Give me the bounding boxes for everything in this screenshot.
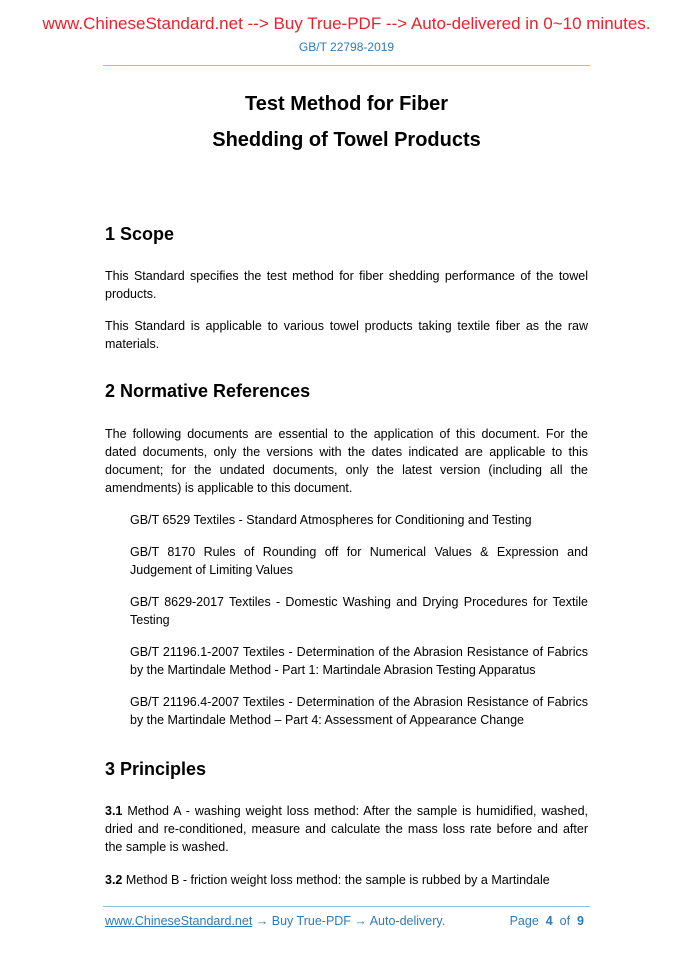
footer-text: → Buy True-PDF → Auto-delivery. [252,914,446,928]
paragraph: This Standard specifies the test method for fiber shedding performance of the towel products. [105,269,588,301]
reference-item: GB/T 21196.1-2007 Textiles - Determination of the Abrasion Resistance of Fabrics by the Martindale Method - Part 1: Martindale Abrasion Testing Apparatus [130,645,588,677]
footer-divider [103,906,590,907]
document-title-line2: Shedding of Towel Products [212,129,481,151]
clause-number: 3.1 [105,804,123,818]
clause-text: Method B - friction weight loss method: the sample is rubbed by a Martindale [122,873,550,887]
section-heading-principles: 3 Principles [105,759,207,779]
reference-item: GB/T 8629-2017 Textiles - Domestic Washing and Drying Procedures for Textile Testing [130,595,588,627]
reference-item: GB/T 6529 Textiles - Standard Atmospheres for Conditioning and Testing [130,513,532,527]
clause-text: Method A - washing weight loss method: After the sample is humidified, washed, dried and re-conditioned, measure and calculate the mass loss rate before and after the sample is washed. [105,804,588,854]
document-title-line1: Test Method for Fiber [245,93,448,115]
clause-3-2 [105,871,588,889]
footer [105,914,588,928]
header-divider [103,65,590,66]
clause-number: 3.2 [105,873,123,887]
paragraph: This Standard is applicable to various towel products taking textile fiber as the raw materials. [105,319,588,351]
section-heading-normative-references: 2 Normative References [105,381,311,401]
section-heading-scope: 1 Scope [105,224,175,244]
reference-item: GB/T 21196.4-2007 Textiles - Determination of the Abrasion Resistance of Fabrics by the Martindale Method – Part 4: Assessment of Appearance Change [130,695,588,727]
standard-number: GB/T 22798-2019 [298,40,395,54]
reference-item: GB/T 8170 Rules of Rounding off for Numerical Values & Expression and Judgement of Limiting Values [130,545,588,577]
clause-3-1 [105,802,588,856]
promo-banner[interactable]: www.ChineseStandard.net --> Buy True-PDF --> Auto-delivered in 0~10 minutes. [42,14,651,33]
page-number: Page 4 of 9 [509,914,584,928]
paragraph: The following documents are essential to the application of this document. For the dated documents, only the versions with the dates indicated are applicable to this document; for the undated documents, only the latest version (including all the amendments) is applicable to this document. [105,427,588,495]
footer-link[interactable]: www.ChineseStandard.net [105,914,253,928]
